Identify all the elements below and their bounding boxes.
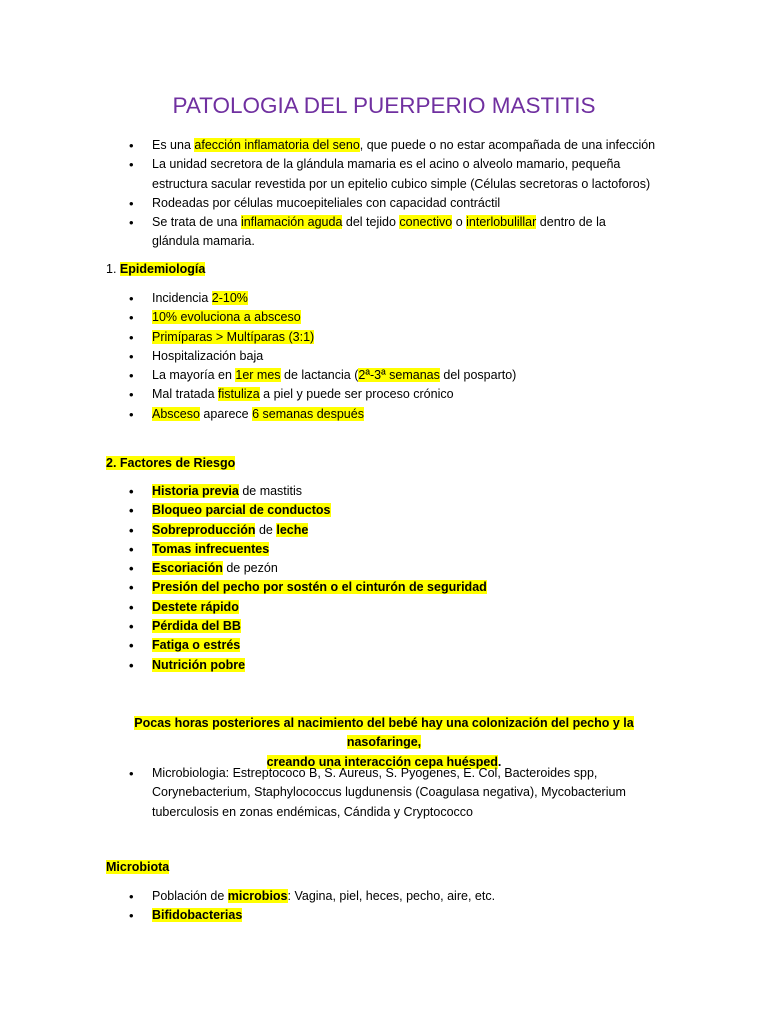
- list-item: • Nutrición pobre: [152, 656, 712, 675]
- list-item: • Hospitalización baja: [152, 347, 712, 366]
- list-item: • Pérdida del BB: [152, 617, 712, 636]
- list-item: • Escoriación de pezón: [152, 559, 712, 578]
- epidemiologia-list: [152, 289, 712, 424]
- list-item: • Población de microbios: Vagina, piel, heces, pecho, aire, etc.: [152, 887, 712, 906]
- list-item: • Bifidobacterias: [152, 906, 712, 925]
- list-item: • 10% evoluciona a absceso: [152, 308, 712, 327]
- microbiologia-list: [152, 764, 712, 822]
- list-item: • Mal tratada fistuliza a piel y puede ser proceso crónico: [152, 385, 712, 404]
- list-item: • Bloqueo parcial de conductos: [152, 501, 712, 520]
- list-item: • Absceso aparece 6 semanas después: [152, 405, 712, 424]
- list-item: • Microbiologia: Estreptococo B, S. Aureus, S. Pyogenes, E. Col, Bacteroides spp, Corynebacterium, Staphylococcus lugdunensis (Coagulasa negativa), Mycobacterium tuberculosis en zonas endémicas, Cándida y Cryptococco: [152, 764, 712, 822]
- list-item: • Destete rápido: [152, 598, 712, 617]
- document-title: PATOLOGIA DEL PUERPERIO MASTITIS: [172, 93, 596, 118]
- list-item: • Fatiga o estrés: [152, 636, 712, 655]
- list-item: • Historia previa de mastitis: [152, 482, 712, 501]
- list-item: • Tomas infrecuentes: [152, 540, 712, 559]
- list-item: • Es una afección inflamatoria del seno, que puede o no estar acompañada de una infección: [152, 136, 712, 155]
- list-item: • La mayoría en 1er mes de lactancia (2ª-3ª semanas del posparto): [152, 366, 712, 385]
- list-item: • Se trata de una inflamación aguda del tejido conectivo o interlobulillar dentro de la glándula mamaria.: [152, 213, 712, 252]
- colonization-paragraph: Pocas horas posteriores al nacimiento del bebé hay una colonización del pecho y la nasofaringe, creando una interacción cepa huésped.: [134, 716, 634, 769]
- section-heading-factores: 2. Factores de Riesgo: [106, 456, 236, 470]
- section-heading-microbiota: Microbiota: [106, 860, 170, 874]
- factores-list: [152, 482, 712, 675]
- list-item: • La unidad secretora de la glándula mamaria es el acino o alveolo mamario, pequeña estructura sacular revestida por un epitelio cubico simple (Células secretoras o lactoforos): [152, 155, 712, 194]
- list-item: • Sobreproducción de leche: [152, 521, 712, 540]
- list-item: • Primíparas > Multíparas (3:1): [152, 328, 712, 347]
- microbiota-list: [152, 887, 712, 926]
- list-item: • Incidencia 2-10%: [152, 289, 712, 308]
- list-item: • Presión del pecho por sostén o el cinturón de seguridad: [152, 578, 712, 597]
- intro-list: [152, 136, 712, 252]
- list-item: • Rodeadas por células mucoepiteliales con capacidad contráctil: [152, 194, 712, 213]
- section-heading-epidemiologia: 1. Epidemiología: [106, 262, 206, 276]
